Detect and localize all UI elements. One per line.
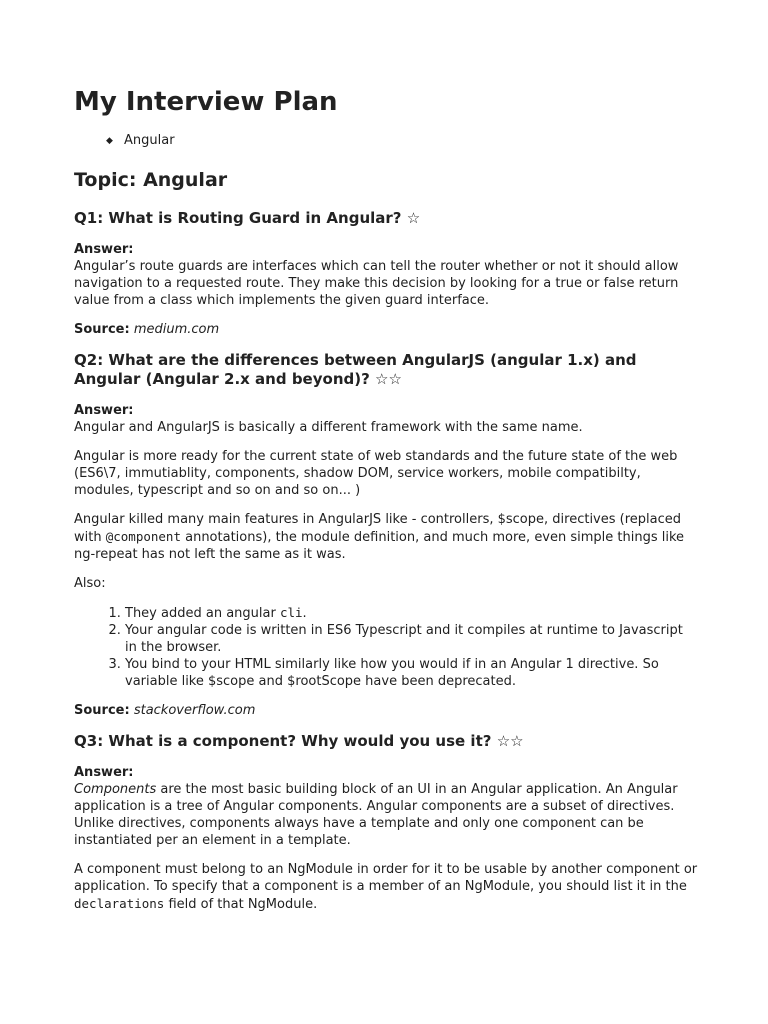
- q2-answer-label: Answer:: [74, 403, 134, 418]
- list-item-text-end: .: [302, 606, 307, 621]
- topic-heading: Topic: Angular: [74, 169, 228, 191]
- q1-heading: [74, 209, 698, 228]
- q3-answer-p2: [74, 861, 698, 913]
- q2-source-link[interactable]: stackoverflow.com: [133, 703, 256, 718]
- q2-answer-p1: Angular and AngularJS is basically a different framework with the same name.: [74, 420, 583, 435]
- q2-p3-code: @component: [105, 529, 181, 544]
- q2-heading: [74, 351, 698, 389]
- q3-p2-code: declarations: [74, 896, 165, 911]
- q1-answer-label: Answer:: [74, 242, 134, 257]
- q2-answer-p2: Angular is more ready for the current state of web standards and the future state of the web (ES6\7, immutiablity, components, shadow DOM, service workers, mobile compatibilty, modules, typescript and so on and so on... ): [74, 449, 678, 498]
- q3-p2-text-b: field of that NgModule.: [164, 897, 318, 912]
- q3-title: Q3: What is a component? Why would you use it?: [74, 732, 492, 750]
- q1-stars: ☆: [406, 209, 421, 227]
- list-item-code: cli: [279, 605, 303, 620]
- q3-stars: ☆☆: [496, 732, 524, 750]
- table-of-contents: [74, 132, 698, 149]
- q2-p3-text-b: annotations), the module definition, and much more, even simple things like ng-repeat has not left the same as it was.: [74, 530, 685, 562]
- list-item-text: Your angular code is written in ES6 Typescript and it compiles at runtime to Javascript in the browser.: [125, 623, 683, 655]
- q2-differences-list: [74, 604, 698, 690]
- list-item: [125, 656, 698, 690]
- toc-item-label: Angular: [124, 133, 175, 148]
- q3-p2-text-a: A component must belong to an NgModule in order for it to be usable by another component or application. To specify that a component is a member of an NgModule, you should list it in the: [74, 862, 698, 894]
- list-item-text: They added an angular: [125, 606, 280, 621]
- diamond-bullet-icon: ◆: [106, 136, 113, 146]
- list-item: [125, 622, 698, 656]
- q2-answer-p3: [74, 511, 698, 563]
- q3-answer-label: Answer:: [74, 765, 134, 780]
- q1-answer-text: Angular’s route guards are interfaces which can tell the router whether or not it should allow navigation to a requested route. They make this decision by looking for a true or false return value from a class which implements the given guard interface.: [74, 259, 679, 308]
- q2-also-label: Also:: [74, 576, 106, 591]
- q1-source: [74, 321, 698, 338]
- q1-source-label: Source:: [74, 322, 130, 337]
- q3-answer-p1: [74, 781, 698, 849]
- q3-heading: [74, 732, 698, 751]
- q2-stars: ☆☆: [375, 370, 402, 388]
- q2-source: [74, 702, 698, 719]
- page-title: My Interview Plan: [74, 87, 338, 117]
- q2-source-label: Source:: [74, 703, 130, 718]
- q2-title: Q2: What are the differences between AngularJS (angular 1.x) and Angular (Angular 2.x and beyond)?: [74, 351, 637, 388]
- q1-source-link[interactable]: medium.com: [133, 322, 220, 337]
- list-item: [125, 604, 698, 622]
- list-item-text: You bind to your HTML similarly like how you would if in an Angular 1 directive. So variable like $scope and $rootScope have been deprecated.: [125, 657, 659, 689]
- q2-p3-text-a: Angular killed many main features in AngularJS like - controllers, $scope, directives (replaced with: [74, 512, 682, 545]
- toc-item-angular[interactable]: [106, 132, 698, 149]
- q1-title: Q1: What is Routing Guard in Angular?: [74, 209, 402, 227]
- q3-p1-emphasis: Components: [74, 782, 157, 797]
- q3-p1-text: are the most basic building block of an UI in an Angular application. An Angular application is a tree of Angular components. Angular components are a subset of directives. Unlike directives, components always have a template and only one component can be instantiated per an element in a template.: [74, 782, 678, 848]
